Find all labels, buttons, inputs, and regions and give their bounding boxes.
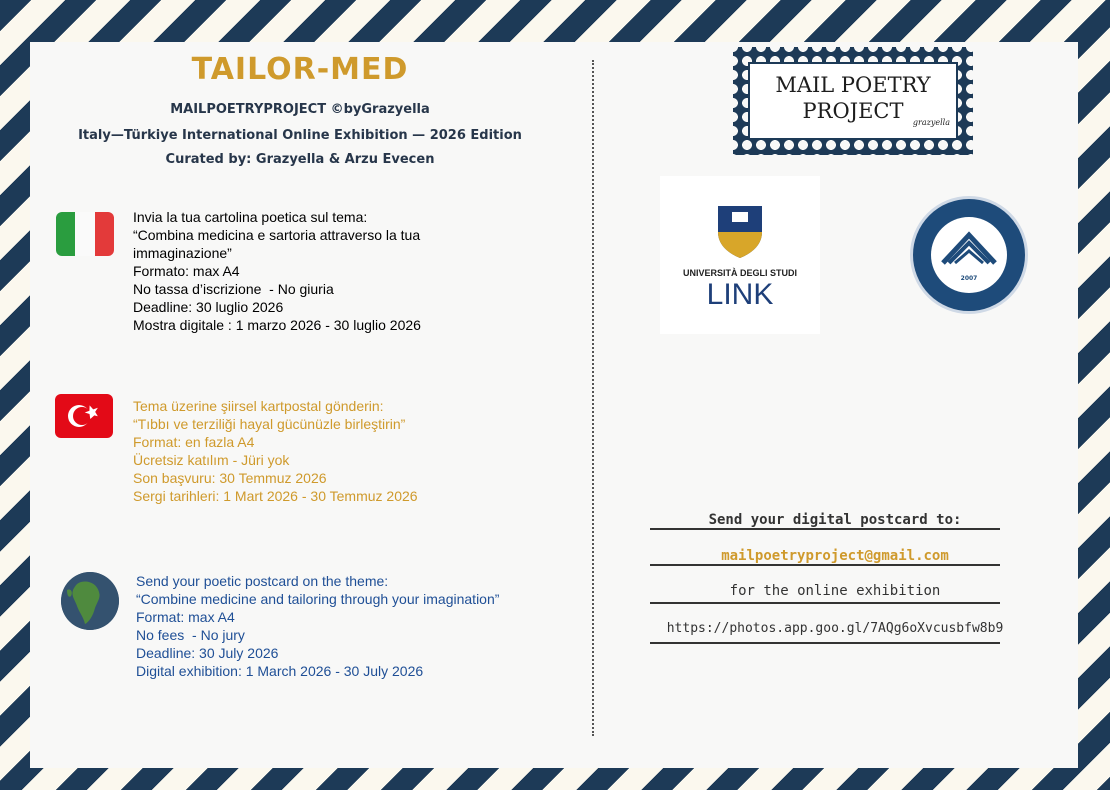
- cankiri-seal: [910, 196, 1028, 314]
- turkish-line: Ücretsiz katılım - Jüri yok: [133, 452, 290, 468]
- stamp-line: PROJECT: [802, 99, 904, 123]
- english-line: “Combine medicine and tailoring through your imagination”: [136, 591, 500, 607]
- divider-line: [650, 528, 1000, 530]
- turkish-line: Tema üzerine şiirsel kartpostal gönderin:: [133, 398, 384, 414]
- italian-line: Formato: max A4: [133, 263, 240, 279]
- stamp-line: MAIL POETRY: [775, 73, 931, 97]
- email-link[interactable]: mailpoetryproject@gmail.com: [721, 548, 949, 564]
- globe-icon: [61, 572, 119, 630]
- seal-emblem-icon: [913, 199, 1025, 311]
- divider-line: [650, 564, 1000, 566]
- project-line: MAILPOETRYPROJECT ©byGrazyella: [170, 102, 430, 117]
- university-label: UNIVERSITÀ DEGLI STUDI: [682, 268, 797, 278]
- italian-line: No tassa d’iscrizione - No giuria: [133, 281, 334, 297]
- link-university-logo: [660, 176, 820, 334]
- divider: [592, 60, 594, 736]
- italian-line: Invia la tua cartolina poetica sul tema:: [133, 209, 368, 225]
- send-label: Send your digital postcard to:: [708, 512, 962, 528]
- italian-line: “Combina medicina e sartoria attraverso la tua: [133, 227, 421, 243]
- turkish-line: Son başvuru: 30 Temmuz 2026: [133, 470, 327, 486]
- shield-icon: [710, 202, 770, 262]
- turkish-line: “Tıbbı ve terziliği hayal gücünüzle birleştirin”: [133, 416, 406, 432]
- english-line: Digital exhibition: 1 March 2026 - 30 July 2026: [136, 663, 424, 679]
- postcard: [30, 42, 1078, 768]
- stamp-signature: grazyella: [912, 118, 950, 127]
- curators-line: Curated by: Grazyella & Arzu Evecen: [165, 152, 435, 167]
- italian-line: Deadline: 30 luglio 2026: [133, 299, 284, 315]
- mail-poetry-stamp: [748, 62, 958, 140]
- divider-line: [650, 642, 1000, 644]
- turkey-flag-icon: [55, 394, 113, 438]
- italy-flag-icon: [56, 212, 114, 256]
- italian-line: immaginazione”: [133, 245, 232, 261]
- turkish-line: Sergi tarihleri: 1 Mart 2026 - 30 Temmuz 2026: [133, 488, 418, 504]
- link-label: LINK: [706, 278, 774, 311]
- italian-text: [133, 208, 421, 334]
- exhibition-label: for the online exhibition: [729, 583, 941, 599]
- seal-year: 2007: [960, 275, 978, 282]
- divider-line: [650, 602, 1000, 604]
- english-text: [136, 572, 499, 680]
- album-url[interactable]: https://photos.app.goo.gl/7AQg6oXvcusbfw8b9: [666, 621, 1004, 636]
- exhibition-line: Italy—Türkiye International Online Exhibition — 2026 Edition: [78, 128, 522, 143]
- english-line: Deadline: 30 July 2026: [136, 645, 279, 661]
- page-title: TAILOR-MED: [191, 52, 409, 87]
- english-line: Send your poetic postcard on the theme:: [136, 573, 389, 589]
- turkish-line: Format: en fazla A4: [133, 434, 255, 450]
- italian-line: Mostra digitale : 1 marzo 2026 - 30 luglio 2026: [133, 317, 421, 333]
- english-line: No fees - No jury: [136, 627, 245, 643]
- english-line: Format: max A4: [136, 609, 235, 625]
- turkish-text: [133, 397, 418, 505]
